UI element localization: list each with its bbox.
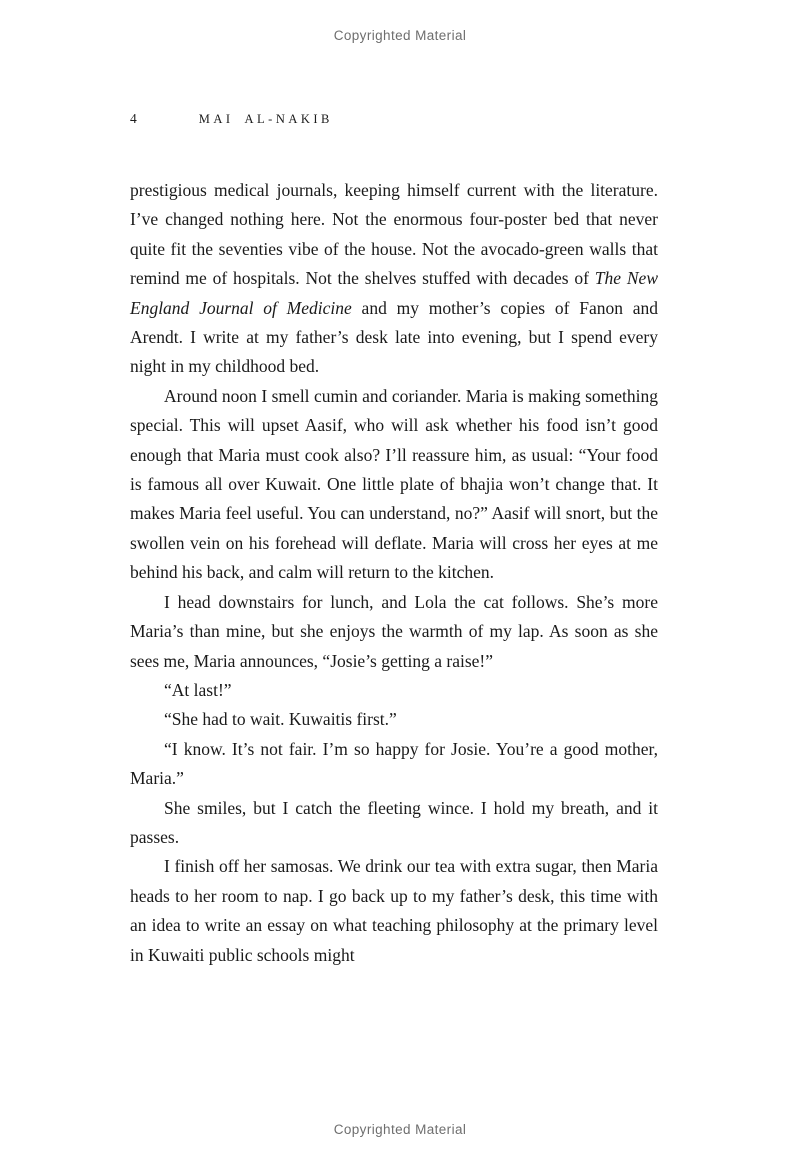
paragraph-text: and my mother’s copies of Fanon and Arendt. I write at my father’s desk late into evening, but I spend every night in my childhood bed. [130, 297, 658, 377]
paragraph-text: prestigious medical journals, keeping himself current with the literature. I’ve changed nothing here. Not the enormous four-poster bed that never quite fit the seventies vibe of the house. Not the avocado-green walls that remind me of hospitals. Not the shelves stuffed with decades of [130, 180, 658, 289]
paragraph-dialogue: “She had to wait. Kuwaitis first.” [164, 709, 397, 730]
paragraph: Around noon I smell cumin and coriander. Maria is making something special. This will upset Aasif, who will ask whether his food isn’t good enough that Maria must cook also? I’ll reassure him, as usual: “Your food is famous all over Kuwait. One little plate of bhajia won’t change that. It makes Maria feel useful. You can understand, no?” Aasif will snort, but the swollen vein on his forehead will deflate. Maria will cross her eyes at me behind his back, and calm will return to the kitchen. [130, 385, 658, 583]
paragraph: I finish off her samosas. We drink our tea with extra sugar, then Maria heads to her room to nap. I go back up to my father’s desk, this time with an idea to write an essay on what teaching philosophy at the primary level in Kuwaiti public schools might [130, 856, 658, 965]
page-number: 4 [130, 111, 137, 126]
paragraph: She smiles, but I catch the fleeting wince. I hold my breath, and it passes. [130, 797, 658, 847]
body-text [130, 176, 658, 970]
paragraph: I head downstairs for lunch, and Lola the cat follows. She’s more Maria’s than mine, but she enjoys the warmth of my lap. As soon as she sees me, Maria announces, “Josie’s getting a raise!” [130, 591, 658, 671]
journal-title-italic: The New England Journal of Medicine [130, 268, 658, 318]
paragraph-dialogue: “At last!” [164, 679, 232, 700]
paragraph [130, 176, 658, 382]
copyright-notice-bottom: Copyrighted Material [333, 1122, 467, 1137]
copyright-notice-top: Copyrighted Material [333, 28, 467, 43]
page-header [130, 111, 658, 127]
paragraph-dialogue: “I know. It’s not fair. I’m so happy for Josie. You’re a good mother, Maria.” [130, 738, 658, 789]
running-header-author: MAI AL-NAKIB [198, 112, 333, 126]
